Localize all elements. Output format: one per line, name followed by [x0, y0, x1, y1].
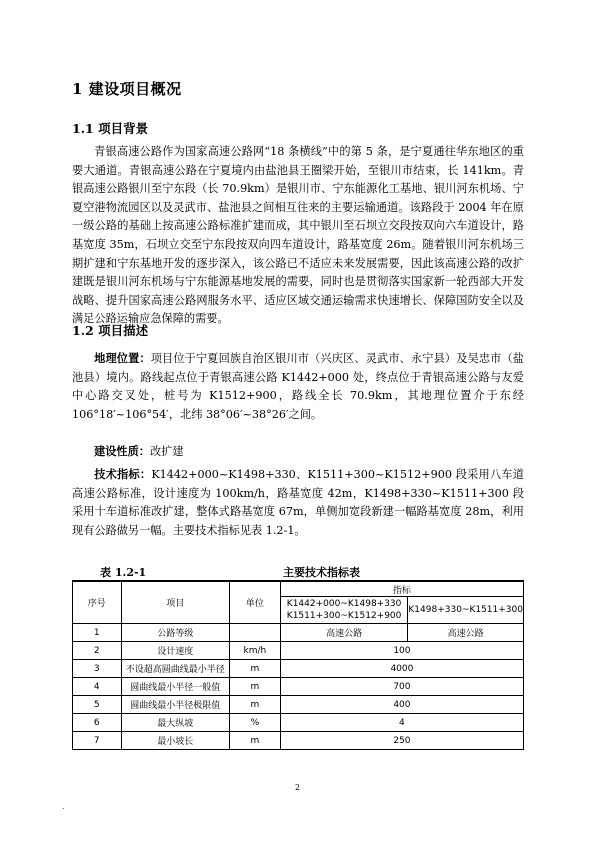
header-unit: 单位	[229, 581, 280, 624]
cell-no: 5	[73, 696, 122, 714]
background-paragraph	[72, 143, 524, 329]
table-row	[73, 732, 524, 750]
cell-unit: m	[229, 660, 280, 678]
table-title: 主要技术指标表	[283, 566, 360, 579]
cell-item: 最大纵坡	[121, 714, 229, 732]
cell-value: 4000	[280, 660, 523, 678]
page-number: 2	[294, 783, 301, 792]
cell-item: 公路等级	[121, 624, 229, 642]
cell-no: 7	[73, 732, 122, 750]
tech-paragraph	[72, 465, 524, 540]
cell-no: 2	[73, 642, 122, 660]
tech-text: K1442+000~K1498+330、K1511+300~K1512+900 段采用八车道高速公路标准，设计速度为 100km/h，路基宽度 42m，K1498+330~K1511+300 段采用十车道标准改扩建，整体式路基宽度 67m，单侧加宽段新建一幅路基宽度 28m，利用现有公路做另一幅。主要技术指标见表 1.2-1。	[72, 468, 524, 537]
cell-value: 4	[280, 714, 523, 732]
background-text: 青银高速公路作为国家高速公路网“18 条横线”中的第 5 条，是宁夏通往华东地区的重要大通道。青银高速公路在宁夏境内由盐池县王圈梁开始，至银川市结束，长 141km。青银高速公路银川至宁东段（长 70.9km）是银川市、宁东能源化工基地、银川河东机场、宁夏空港物流园区以及灵武市、盐池县之间相互往来的主要运输通道。该路段于 2004 年在原一级公路的基础上按高速公路标准扩建而成，其中银川至石坝立交段按双向六车道设计，路基宽度 35m，石坝立交至宁东段按双向四车道设计，路基宽度 26m。随着银川河东机场三期扩建和宁东基地开发的逐步深入，该公路已不适应未来发展需要，因此该高速公路的改扩建既是银川河东机场与宁东能源基地发展的需要，同时也是贯彻落实国家新一轮西部大开发战略、提升国家高速公路网服务水平、适应区域交通运输需求快速增长、保障国防安全以及满足公路运输应急保障的需要。	[72, 145, 524, 326]
cell-no: 6	[73, 714, 122, 732]
header-sub1: K1442+000~K1498+330 K1511+300~K1512+900	[280, 597, 408, 624]
cell-unit: %	[229, 714, 280, 732]
table-row	[73, 678, 524, 696]
cell-no: 4	[73, 678, 122, 696]
cell-item: 最小坡长	[121, 732, 229, 750]
cell-unit: m	[229, 678, 280, 696]
footer-dot: .	[62, 802, 65, 811]
cell-value: 400	[280, 696, 523, 714]
location-label: 地理位置：	[94, 351, 151, 365]
table-row	[73, 660, 524, 678]
cell-no: 3	[73, 660, 122, 678]
table-number: 表 1.2-1	[100, 566, 147, 579]
cell-value-1: 高速公路	[280, 624, 408, 642]
header-no: 序号	[73, 581, 122, 624]
cell-item: 圆曲线最小半径极限值	[121, 696, 229, 714]
table-row	[73, 696, 524, 714]
table-row	[73, 624, 524, 642]
cell-value: 250	[280, 732, 523, 750]
table-row	[73, 642, 524, 660]
cell-no: 1	[73, 624, 122, 642]
cell-unit	[229, 624, 280, 642]
header-index: 指标	[280, 581, 523, 597]
cell-item: 设计速度	[121, 642, 229, 660]
header-sub2: K1498+330~K1511+300	[408, 597, 524, 624]
nature-text: 改扩建	[149, 445, 184, 458]
cell-unit: m	[229, 696, 280, 714]
cell-item: 不设超高圆曲线最小半径	[121, 660, 229, 678]
section-title-description: 1.2 项目描述	[72, 323, 149, 338]
cell-item: 圆曲线最小半径一般值	[121, 678, 229, 696]
spec-table	[72, 580, 524, 750]
cell-value: 100	[280, 642, 523, 660]
location-paragraph	[72, 349, 524, 424]
tech-label: 技术指标：	[94, 467, 152, 481]
cell-value-2: 高速公路	[408, 624, 524, 642]
nature-label: 建设性质：	[94, 444, 150, 458]
cell-unit: km/h	[229, 642, 280, 660]
header-item: 项目	[121, 581, 229, 624]
cell-value: 700	[280, 678, 523, 696]
chapter-title: 1 建设项目概况	[72, 80, 182, 98]
location-text: 项目位于宁夏回族自治区银川市（兴庆区、灵武市、永宁县）及吴忠市（盐池县）境内。路线起点位于青银高速公路 K1442+000 处，终点位于青银高速公路与友爱中心路交叉处，桩号为 K1512+900，路线全长 70.9km，其地理位置介于东经 106°18′~106°54′，北纬 38°06′~38°26′之间。	[72, 352, 524, 421]
section-title-background: 1.1 项目背景	[72, 121, 149, 136]
cell-unit: m	[229, 732, 280, 750]
nature-paragraph	[72, 442, 524, 462]
table-row	[73, 714, 524, 732]
